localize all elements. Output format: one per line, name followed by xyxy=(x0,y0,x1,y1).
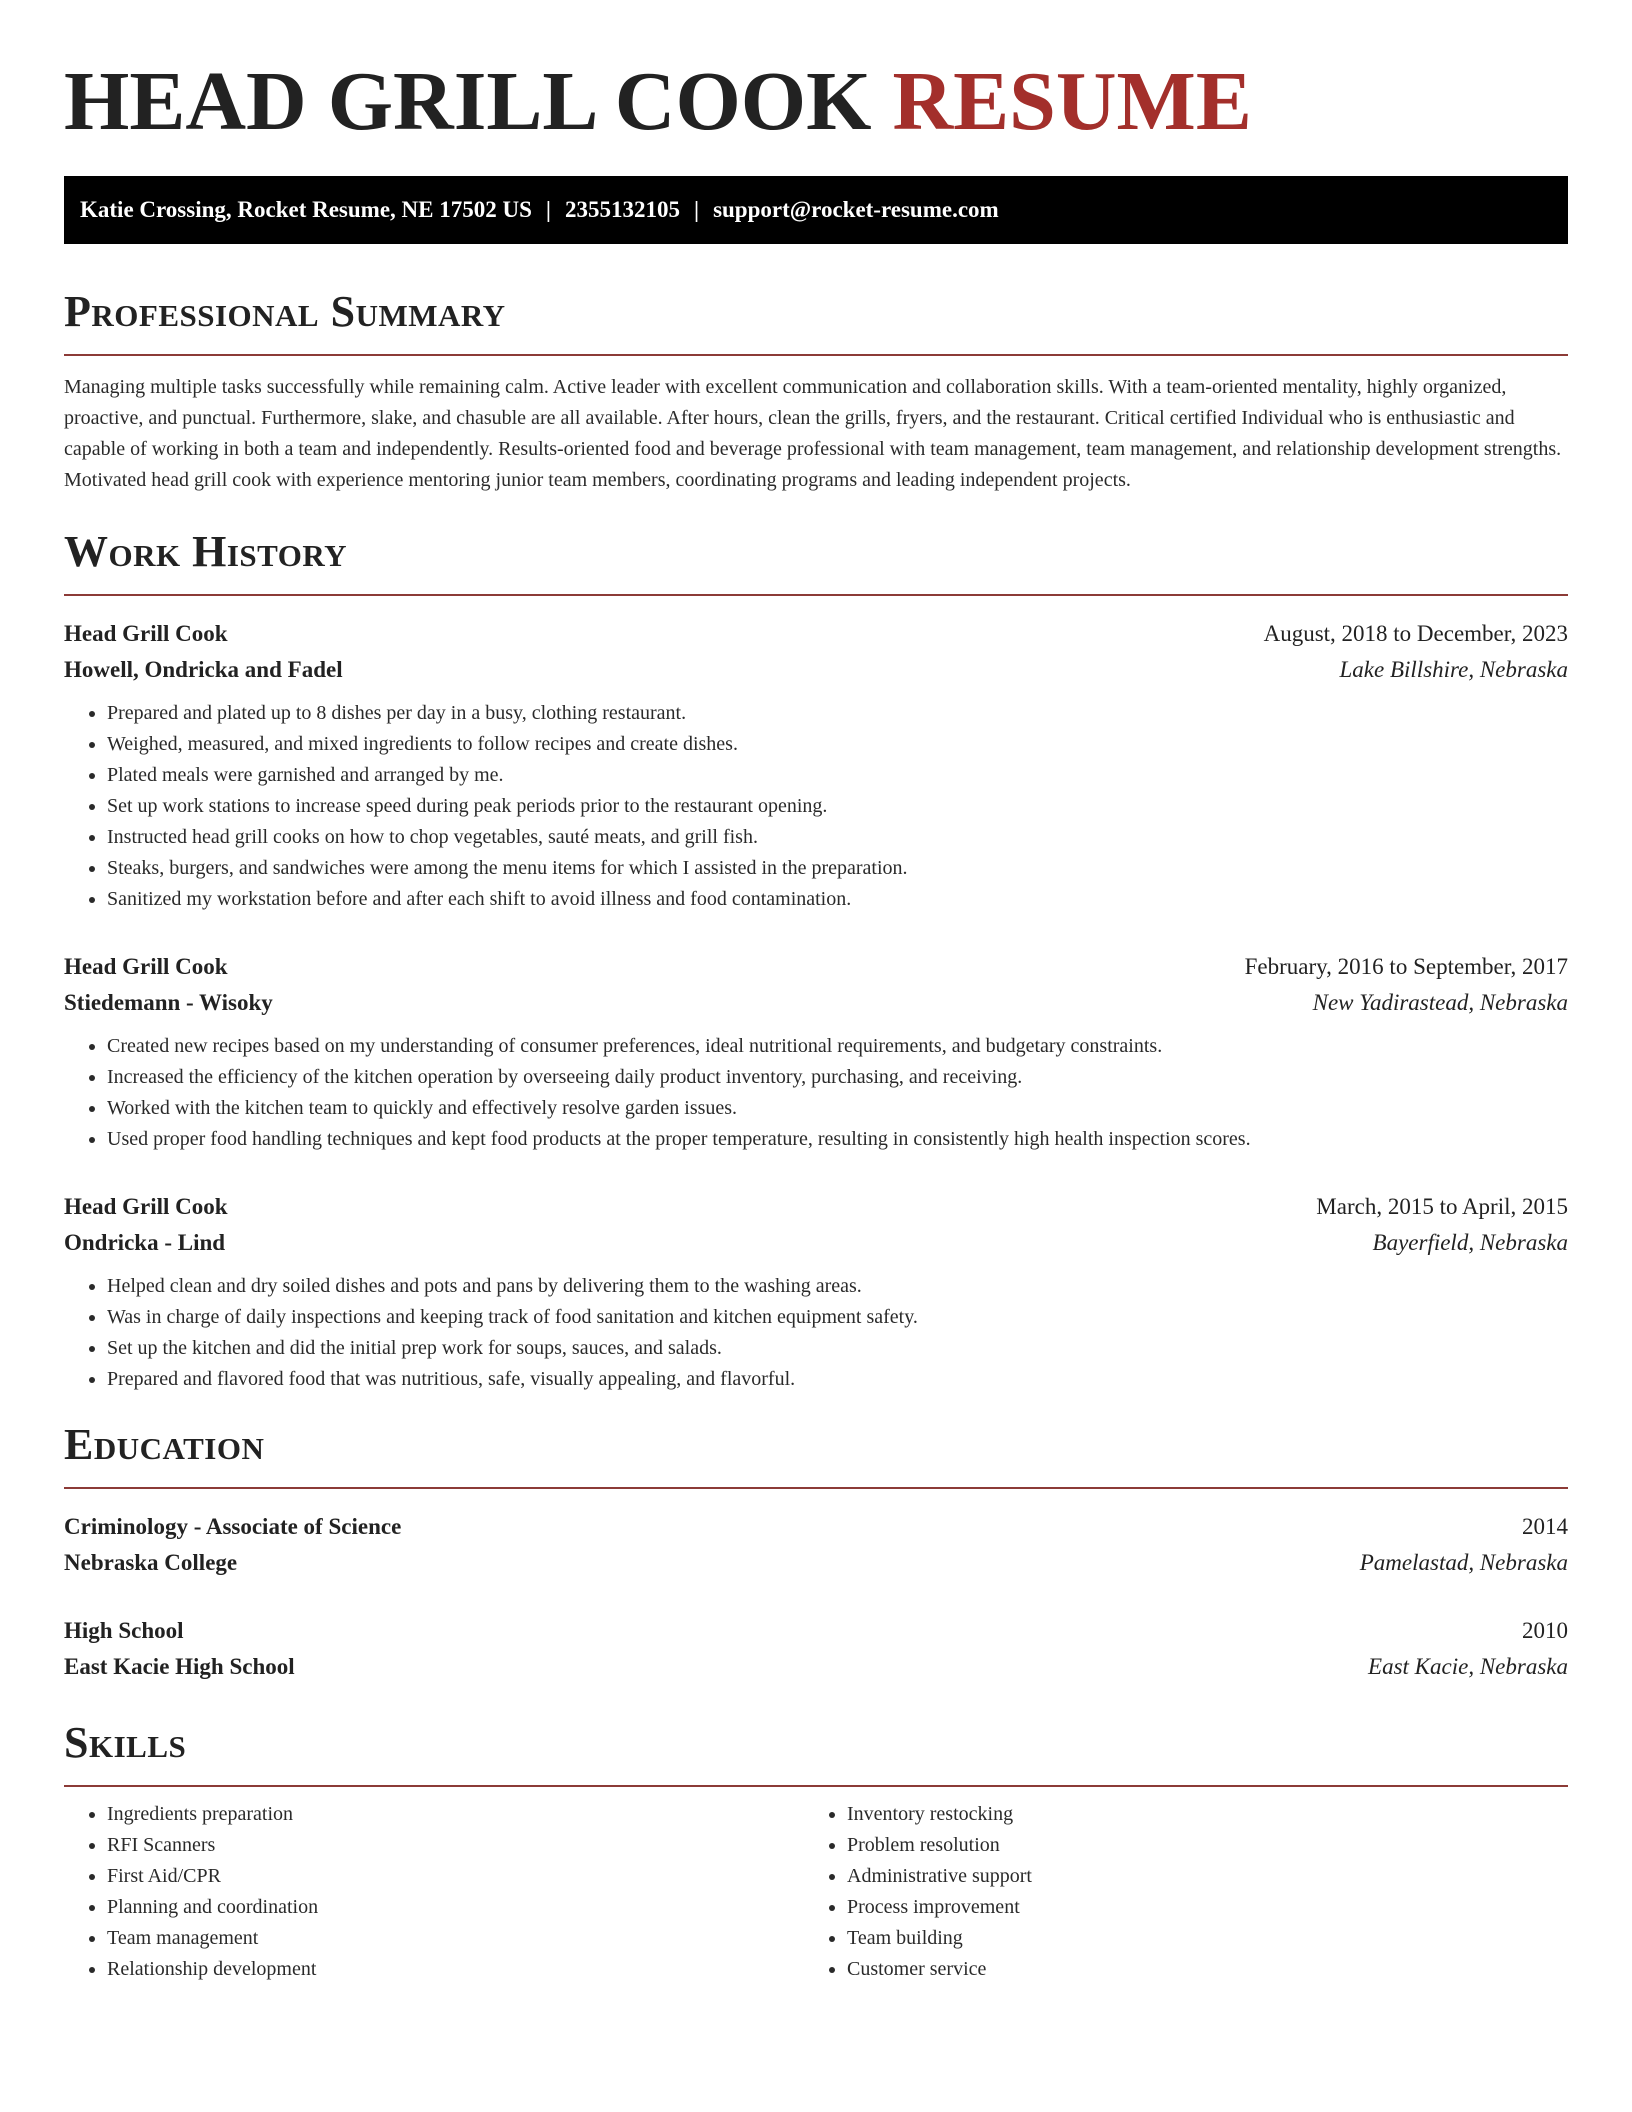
skills-heading: Skills xyxy=(64,1718,187,1767)
job-bullet: • Set up work stations to increase speed during peak periods prior to the restaurant opening. xyxy=(107,791,1568,822)
job-bullet: • Was in charge of daily inspections and keeping track of food sanitation and kitchen equipment safety. xyxy=(107,1302,1568,1333)
job-bullets xyxy=(64,1031,1568,1155)
contact-separator: | xyxy=(693,197,700,222)
job-bullets xyxy=(64,698,1568,915)
resume-page xyxy=(64,0,1568,1985)
job-bullet: • Used proper food handling techniques and kept food products at the proper temperature, resulting in consistently high health inspection scores. xyxy=(107,1124,1568,1155)
job-role: Head Grill Cook xyxy=(64,954,228,979)
edu-degree: High School xyxy=(64,1618,184,1643)
skill-item: • Administrative support xyxy=(847,1861,1568,1892)
contact-address: Katie Crossing, Rocket Resume, NE 17502 US xyxy=(80,197,532,222)
section-divider xyxy=(64,1487,1568,1489)
job-bullet: • Helped clean and dry soiled dishes and pots and pans by delivering them to the washing areas. xyxy=(107,1271,1568,1302)
skill-item: • Customer service xyxy=(847,1954,1568,1985)
job-role: Head Grill Cook xyxy=(64,621,228,646)
contact-separator: | xyxy=(545,197,551,222)
edu-school: East Kacie High School xyxy=(64,1654,295,1679)
skill-item: • RFI Scanners xyxy=(107,1830,804,1861)
education-entry xyxy=(64,1613,1568,1685)
skill-item: • First Aid/CPR xyxy=(107,1861,804,1892)
job-entry xyxy=(64,949,1568,1155)
job-bullet: • Set up the kitchen and did the initial prep work for soups, sauces, and salads. xyxy=(107,1333,1568,1364)
edu-location: East Kacie, Nebraska xyxy=(1368,1654,1568,1679)
job-bullet: • Created new recipes based on my understanding of consumer preferences, ideal nutritional requirements, and budgetary constraints. xyxy=(107,1031,1568,1062)
skill-item: • Team building xyxy=(847,1923,1568,1954)
job-bullet: • Weighed, measured, and mixed ingredients to follow recipes and create dishes. xyxy=(107,729,1568,760)
job-bullet: • Prepared and plated up to 8 dishes per day in a busy, clothing restaurant. xyxy=(107,698,1568,729)
edu-degree: Criminology - Associate of Science xyxy=(64,1514,402,1539)
job-company: Stiedemann - Wisoky xyxy=(64,990,273,1015)
job-dates: August, 2018 to December, 2023 xyxy=(1263,621,1568,646)
section-divider xyxy=(64,354,1568,356)
job-role: Head Grill Cook xyxy=(64,1194,228,1219)
title-accent: RESUME xyxy=(892,55,1252,148)
edu-year: 2010 xyxy=(1522,1618,1568,1643)
skill-item: • Process improvement xyxy=(847,1892,1568,1923)
edu-school: Nebraska College xyxy=(64,1550,238,1575)
job-company: Ondricka - Lind xyxy=(64,1230,226,1255)
title-main: HEAD GRILL COOK xyxy=(64,55,872,148)
job-dates: February, 2016 to September, 2017 xyxy=(1244,954,1568,979)
job-location: Bayerfield, Nebraska xyxy=(1372,1230,1568,1255)
job-dates: March, 2015 to April, 2015 xyxy=(1316,1194,1568,1219)
job-bullet: • Instructed head grill cooks on how to chop vegetables, sauté meats, and grill fish. xyxy=(107,822,1568,853)
job-bullet: • Plated meals were garnished and arranged by me. xyxy=(107,760,1568,791)
job-bullets xyxy=(64,1271,1568,1395)
job-entry xyxy=(64,1189,1568,1395)
skill-item: • Planning and coordination xyxy=(107,1892,804,1923)
education-entry xyxy=(64,1509,1568,1581)
skill-item: • Relationship development xyxy=(107,1954,804,1985)
skills-column-right xyxy=(804,1799,1568,1985)
contact-email[interactable]: support@rocket-resume.com xyxy=(713,197,999,222)
section-divider xyxy=(64,1785,1568,1787)
skill-item: • Ingredients preparation xyxy=(107,1799,804,1830)
job-bullet: • Steaks, burgers, and sandwiches were among the menu items for which I assisted in the preparation. xyxy=(107,853,1568,884)
job-company: Howell, Ondricka and Fadel xyxy=(64,657,343,682)
job-entry xyxy=(64,616,1568,915)
contact-phone: 2355132105 xyxy=(564,197,680,222)
contact-bar xyxy=(64,176,1568,244)
edu-year: 2014 xyxy=(1522,1514,1568,1539)
edu-location: Pamelastad, Nebraska xyxy=(1359,1550,1568,1575)
skill-item: • Problem resolution xyxy=(847,1830,1568,1861)
job-bullet: • Sanitized my workstation before and after each shift to avoid illness and food contamination. xyxy=(107,884,1568,915)
job-location: New Yadirastead, Nebraska xyxy=(1312,990,1568,1015)
job-bullet: • Worked with the kitchen team to quickly and effectively resolve garden issues. xyxy=(107,1093,1568,1124)
summary-text: Managing multiple tasks successfully while remaining calm. Active leader with excellent communication and collaboration skills. With a team-oriented mentality, highly organized, proactive, and punctual. Furthermore, slake, and chasuble are all available. After hours, clean the grills, fryers, and the restaurant. Critical certified Individual who is enthusiastic and capable of working in both a team and independently. Results-oriented food and beverage professional with team management, team management, and relationship development strengths. Motivated head grill cook with experience mentoring junior team members, coordinating programs and leading independent projects. xyxy=(64,376,1562,491)
job-bullet: • Prepared and flavored food that was nutritious, safe, visually appealing, and flavorful. xyxy=(107,1364,1568,1395)
skill-item: • Team management xyxy=(107,1923,804,1954)
summary-heading: Professional Summary xyxy=(64,287,506,336)
section-divider xyxy=(64,594,1568,596)
education-heading: Education xyxy=(64,1420,265,1469)
job-location: Lake Billshire, Nebraska xyxy=(1339,657,1568,682)
skills-column-left xyxy=(64,1799,804,1985)
skills-grid xyxy=(64,1799,1568,1985)
work-history-heading: Work History xyxy=(64,527,348,576)
resume-title xyxy=(64,0,1568,148)
job-bullet: • Increased the efficiency of the kitchen operation by overseeing daily product inventory, purchasing, and receiving. xyxy=(107,1062,1568,1093)
skill-item: • Inventory restocking xyxy=(847,1799,1568,1830)
